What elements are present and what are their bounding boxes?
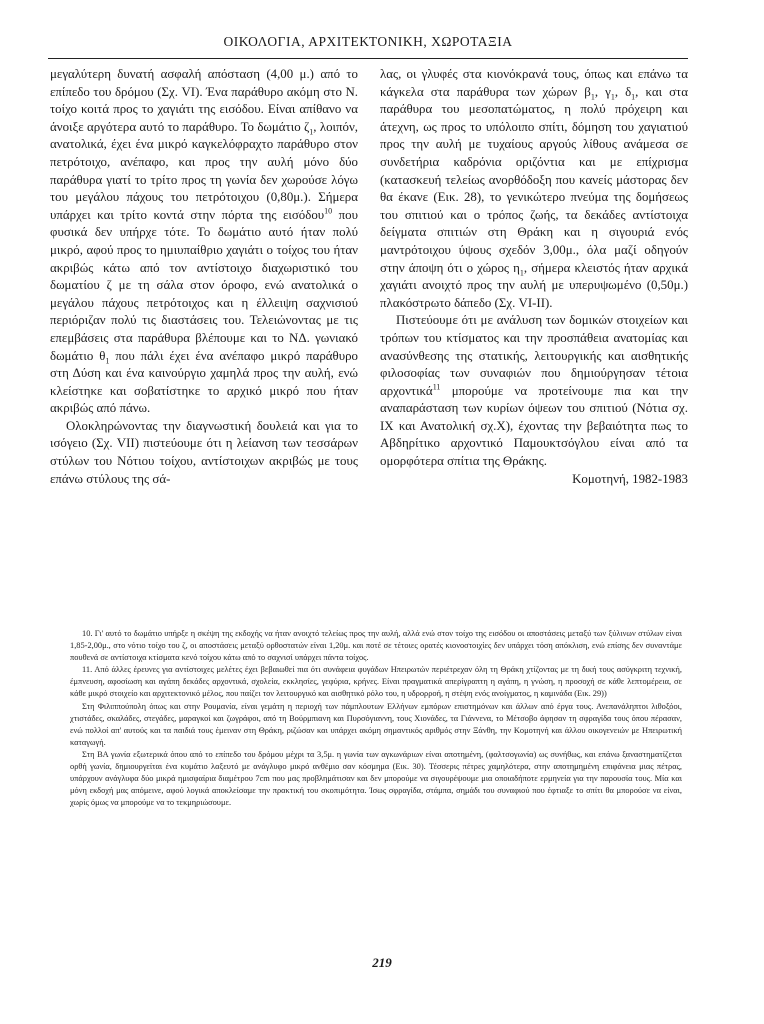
page-number: 219	[372, 955, 392, 970]
right-paragraph-2: Πιστεύουμε ότι με ανάλυση των δομικών στοιχείων και τρόπων του κτίσματος και την προσπάθεια ανατομίας και ανασύνθεσης της στατικής, λειτουργικής και αισθητικής φιλοσοφίας των συναφιών που δημιούργησαν τέτοια αρχοντικά$^{11}$ μπορούμε να προτείνουμε πια και την αναπαράσταση των κυρίων όψεων του σπιτιού (Νότια σχ. IX και Ανατολική σχ.X), έχοντας την βεβαιότητα πως το Αβδηρίτικο αρχοντικό Παμουκτσόγλου είναι από τα ομορφότερα σπίτια της Θράκης.	[380, 313, 688, 469]
footnote-ref-10[interactable]: 10	[324, 206, 333, 216]
footnote-11: 11. Από άλλες έρευνες για αντίστοιχες μελέτες έχει βεβαιωθεί πια ότι συνάφεια φυγάδων Ηπειρωτών περιέτρεχαν όλη τη Θράκη χτίζοντας με τη δική τους ασύγκριτη τεχνική, έμπνευση, αφοσίωση και αγάπη δεκάδες αρχοντικά, σχολεία, εκκλησίες, γεφύρια, κρήνες. Είναι πραγματικά απερίγραπτη η αγάπη, η γνώση, η προσοχή σε κάθε λεπτομέρεια, σε κάθε μικρό στοιχείο και αρχιτεκτονικό μέλος, που παίζει τον λειτουργικό και αισθητικό ρόλο του, η υδρορροή, η στέψη ενός ανοίγματος, η καμινάδα (Εικ. 29))	[70, 665, 682, 699]
body-columns	[50, 66, 688, 596]
left-paragraph-2: Ολοκληρώνοντας την διαγνωστική δουλειά και για το ισόγειο (Σχ. VII) πιστεύουμε ότι η λείανση των τεσσάρων στύλων του Νότιου τοίχου, αντίστοιχων ακριβώς με τους επάνω στύλους της σά-	[50, 418, 358, 486]
header-rule	[48, 58, 688, 59]
footnote-11-continued-2: Στη ΒΑ γωνία εξωτερικά όπου από το επίπεδο του δρόμου μέχρι τα 3,5μ. η γωνία των αγκωνάριων είναι αποτημένη, (φαλτσογωνία) ως συνήθως, και επάνω ξαναστηματίζεται ορθή γωνία, δημιουργείται ένα κυμάτιο λαξευτό με ανάγλυφο μικρό ανθέμιο σαν κόσμημα (Εικ. 30). Τέσσερις πέτρες χαμηλότερα, στην αποτημημένη επιφάνεια μιας πέτρας, υπάρχουν ανάγλυφα δύο μικρά ημισφαίρια διαμέτρου 7cm που μας προβλημάτισαν και δεν μπορούμε να σιγουρέψουμε μια οποιαδήποτε ερμηνεία για την παρουσία τους. Μία και μόνη εκδοχή μας απόμεινε, αφού λογικά αποκλείσαμε την πρακτική του σκοπιμότητα. Ίσως σφραγίδα, στάμπα, σημάδι του συναφιού που έφτιαξε το σπίτι θα μπορούσε να είναι, χωρίς όμως να μπορούμε να το τεκμηριώσουμε.	[70, 749, 682, 808]
footnotes	[70, 628, 682, 809]
right-paragraph-1: λας, οι γλυφές στα κιονόκρανά τους, όπως και επάνω τα κάγκελα στα παράθυρα των χώρων $\beta_1$, $\gamma_1$, $\delta_1$, και στα παράθυρα του μεσοπατώματος, η πολύ πρόχειρη και άτεχνη, ως προς το υπόλοιπο σπίτι, δόμηση του χαγιατιού προς την αυλή με τυχαίους αργούς λίθους ανάμεσα σε συνδετήρια καδρόνια οριζόντια και με επίχρισμα (κατασκευή τελείως ανορθόδοξη που κανείς μάστορας δεν θα έκανε (Εικ. 28), το γενικώτερο πνεύμα της δομήσεως του σπιτιού και ο τρόπος ζωής, τα δεκάδες αντίστοιχα δείγματα σπιτιών στη Θράκη και η σιγουριά ενός μαντρότοιχου ύψους σχεδόν 3,00μ., όλα μαζί οδηγούν στην άποψη ότι ο χώρος $\eta_1$, σήμερα κλειστός ήταν αρχικά χαγιάτι ανοιχτό προς την αυλή με υπερυψωμένο (0,50μ.) πλακόστρωτο δάπεδο (Σχ. VI-II).	[380, 67, 688, 310]
footnote-10: 10. Γι' αυτό το δωμάτιο υπήρξε η σκέψη της εκδοχής να ήταν ανοιχτό τελείως προς την αυλή, αλλά ενώ στον τοίχο της εισόδου οι αποστάσεις μεταξύ των ξύλινων στύλων είναι 1,85-2,00μ., στο νότιο τοίχο του ζ, οι αποστάσεις μεταξύ ορθοστατών είναι 1,20μ. και ποτέ σε τέτοιες ορατές κιονοστοιχίες δεν υπάρχει τόση απόκλιση, ενώ επίσης δεν συναντάμε πουθενά σε αντίστοιχα κτίσματα κενό τοίχου κάτω από το σαχνισί υπάρχει πάντα τοίχος.	[70, 629, 682, 663]
left-column	[50, 66, 358, 596]
footnote-11-continued: Στη Φιλιππούπολη όπως και στην Ρουμανία, είναι γεμάτη η περιοχή των πάμπλουτων Ελλήνων εμπόρων επιστημόνων και άλλων από έργα τους. Ανεπανάληπτοι λιθοξόοι, χτιστάδες, σκαλάδες, στεγάδες, μαραγκοί και ζωγράφοι, από τη Βούρμπιανη και Πυρσόγιαννη, τους Χιονάδες, τα Γιάννενα, το Μέτσοβο άφησαν τη σφραγίδα τους όπου πέρασαν, ενώ πολλοί απ' αυτούς και τα παιδιά τους έμειναν στη Θράκη, ριζώσαν και υπάρχει ακόμη σημαντικός αριθμός στην Ξάνθη, την Κομοτηνή και άλλου οικογενειών με Ηπειρωτική καταγωγή.	[70, 701, 682, 747]
left-paragraph-1: μεγαλύτερη δυνατή ασφαλή απόσταση (4,00 μ.) από το επίπεδο του δρόμου (Σχ. VI). Ένα παράθυρο ακόμη στο Ν. τοίχο κοιτά προς το χαγιάτι της εισόδου. Είναι απίθανο να άνοιξε αργότερα αυτό το παράθυρο. Το δωμάτιο $\zeta_1$, λοιπόν, ανατολικά, έχει ένα μικρό καγκελόφραχτο παράθυρο στον πετρότοιχο, ανέπαφο, και προς την αυλή μόνο δύο παράθυρα γιατί το τρίτο προς τη γωνία δεν χωρούσε λόγω του μεγάλου πάχους του πετρότοιχου (0,80μ.). Σήμερα υπάρχει και τρίτο κοντά στην πόρτα της εισόδου$^{10}$ που φυσικά δεν υπήρχε τότε. Το δωμάτιο αυτό ήταν πολύ μικρό, αφού προς το ημιυπαίθριο χαγιάτι ο τοίχος του ήταν ακριβώς κάτω από τον αντίστοιχο διαχωριστικό του δωματίου ζ με τη σάλα στον όροφο, ενώ ανατολικά ο μεγάλου πάχους πετρότοιχος και η έλλειψη σαχνισιού περιόριζαν πολύ τις διαστάσεις του. Τελειώνοντας με τις επεμβάσεις στα παράθυρα βλέπουμε και το ΝΔ. γωνιακό δωμάτιο $\theta_1$ που πάλι έχει ένα ανέπαφο μικρό παράθυρο στη Δύση και ένα καινούργιο χαμηλά προς την αυλή, ενώ κλείστηκε και σοβατίστηκε το αρχικό μικρό που ήταν ακριβώς από πάνω.	[50, 67, 358, 416]
place-date-signature: Κομοτηνή, 1982-1983	[572, 471, 688, 486]
right-column	[380, 66, 688, 596]
footnote-ref-11[interactable]: 11	[432, 382, 441, 392]
running-header: ΟΙΚΟΛΟΓΙΑ, ΑΡΧΙΤΕΚΤΟΝΙΚΗ, ΧΩΡΟΤΑΞΙΑ	[223, 34, 513, 49]
